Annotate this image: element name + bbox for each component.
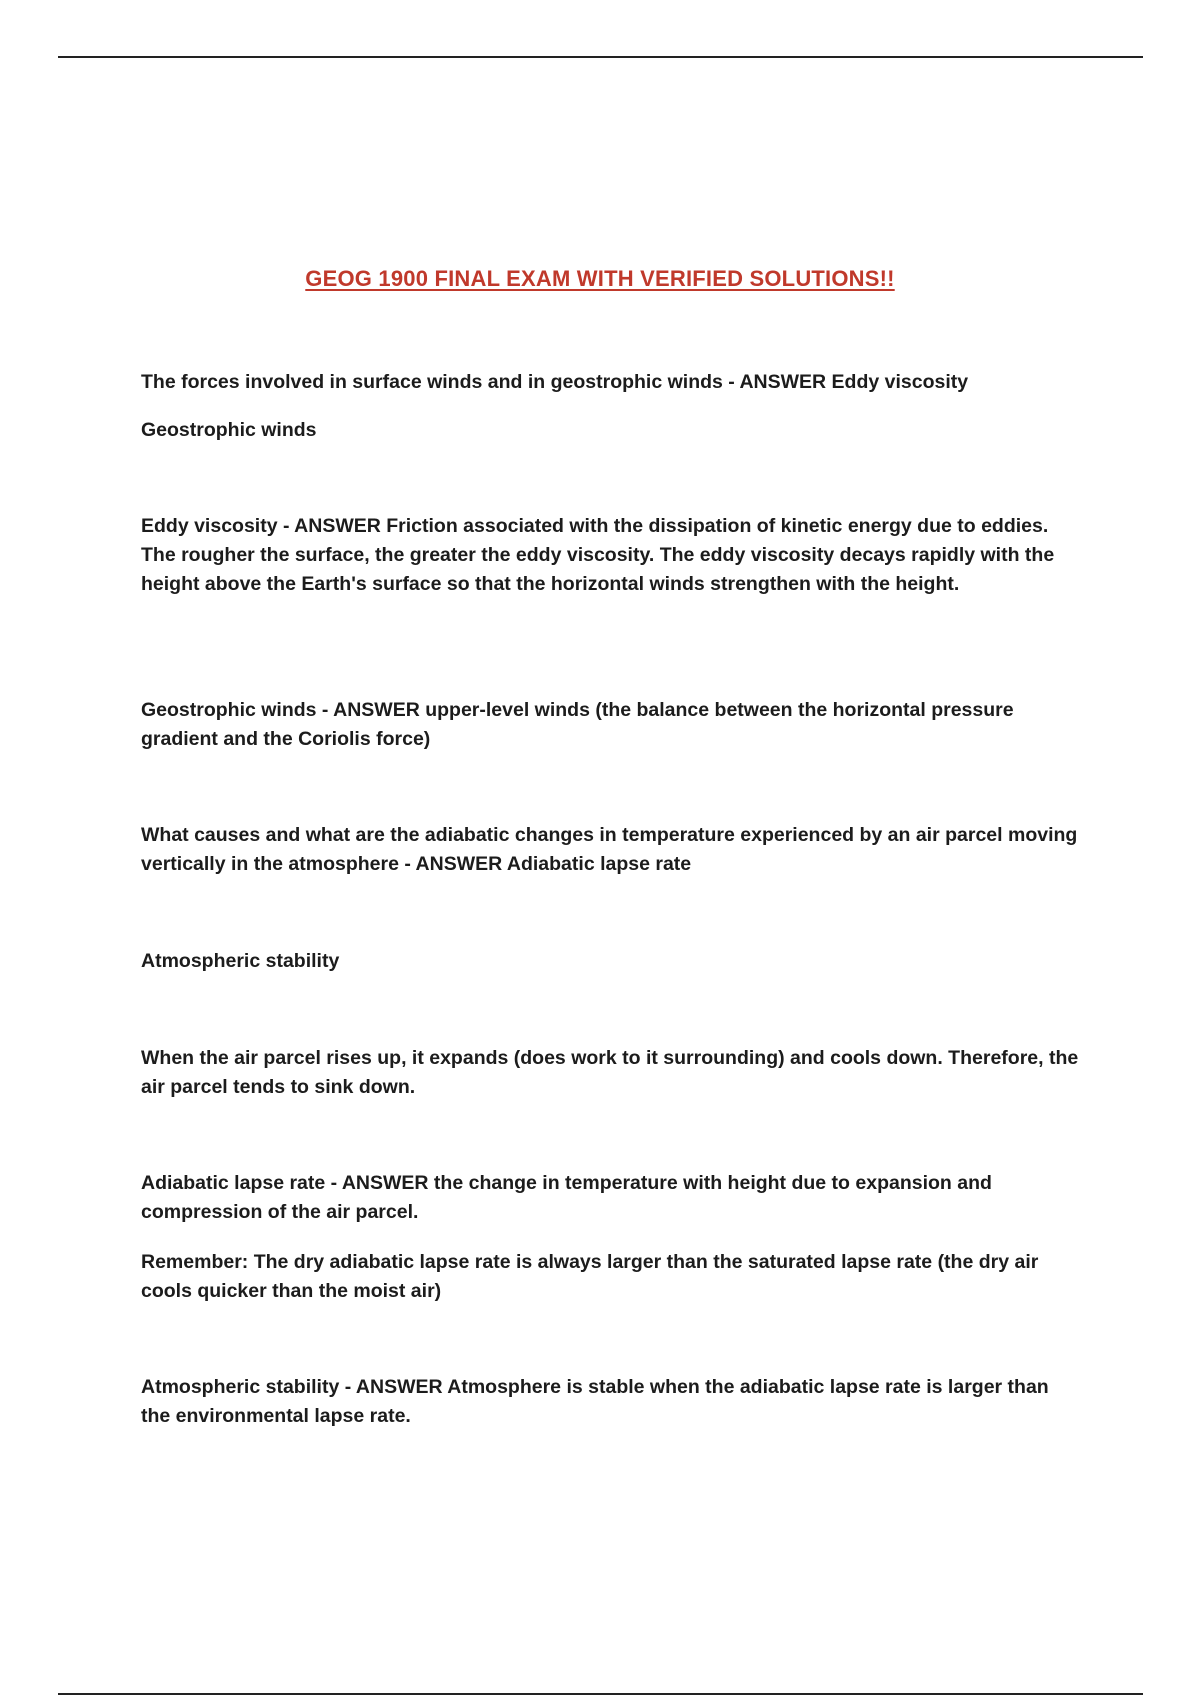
paragraph-1: The forces involved in surface winds and in geostrophic winds - ANSWER Eddy viscosity [141,371,969,393]
paragraph-3: Eddy viscosity - ANSWER Friction associated with the dissipation of kinetic energy due to eddies. The rougher the surface, the greater the eddy viscosity. The eddy viscosity decays rapidly with the height above the Earth's surface so that the horizontal winds strengthen with the height. [141,515,1055,595]
bottom-rule [58,1693,1143,1695]
paragraph-8: Adiabatic lapse rate - ANSWER the change in temperature with height due to expansion and compression of the air parcel. [141,1172,992,1223]
paragraph-9: Remember: The dry adiabatic lapse rate is always larger than the saturated lapse rate (the dry air cools quicker than the moist air) [141,1251,1039,1302]
paragraph-6: Atmospheric stability [141,950,340,972]
paragraph-10: Atmospheric stability - ANSWER Atmosphere is stable when the adiabatic lapse rate is larger than the environmental lapse rate. [141,1376,1049,1427]
paragraph-7: When the air parcel rises up, it expands (does work to it surrounding) and cools down. Therefore, the air parcel tends to sink down. [141,1047,1079,1098]
paragraph-2: Geostrophic winds [141,419,317,441]
page-title: GEOG 1900 FINAL EXAM WITH VERIFIED SOLUTIONS!! [305,266,895,291]
paragraph-5: What causes and what are the adiabatic changes in temperature experienced by an air parcel moving vertically in the atmosphere - ANSWER Adiabatic lapse rate [141,824,1078,875]
top-rule [58,56,1143,58]
paragraph-4: Geostrophic winds - ANSWER upper-level winds (the balance between the horizontal pressure gradient and the Coriolis force) [141,699,1014,750]
